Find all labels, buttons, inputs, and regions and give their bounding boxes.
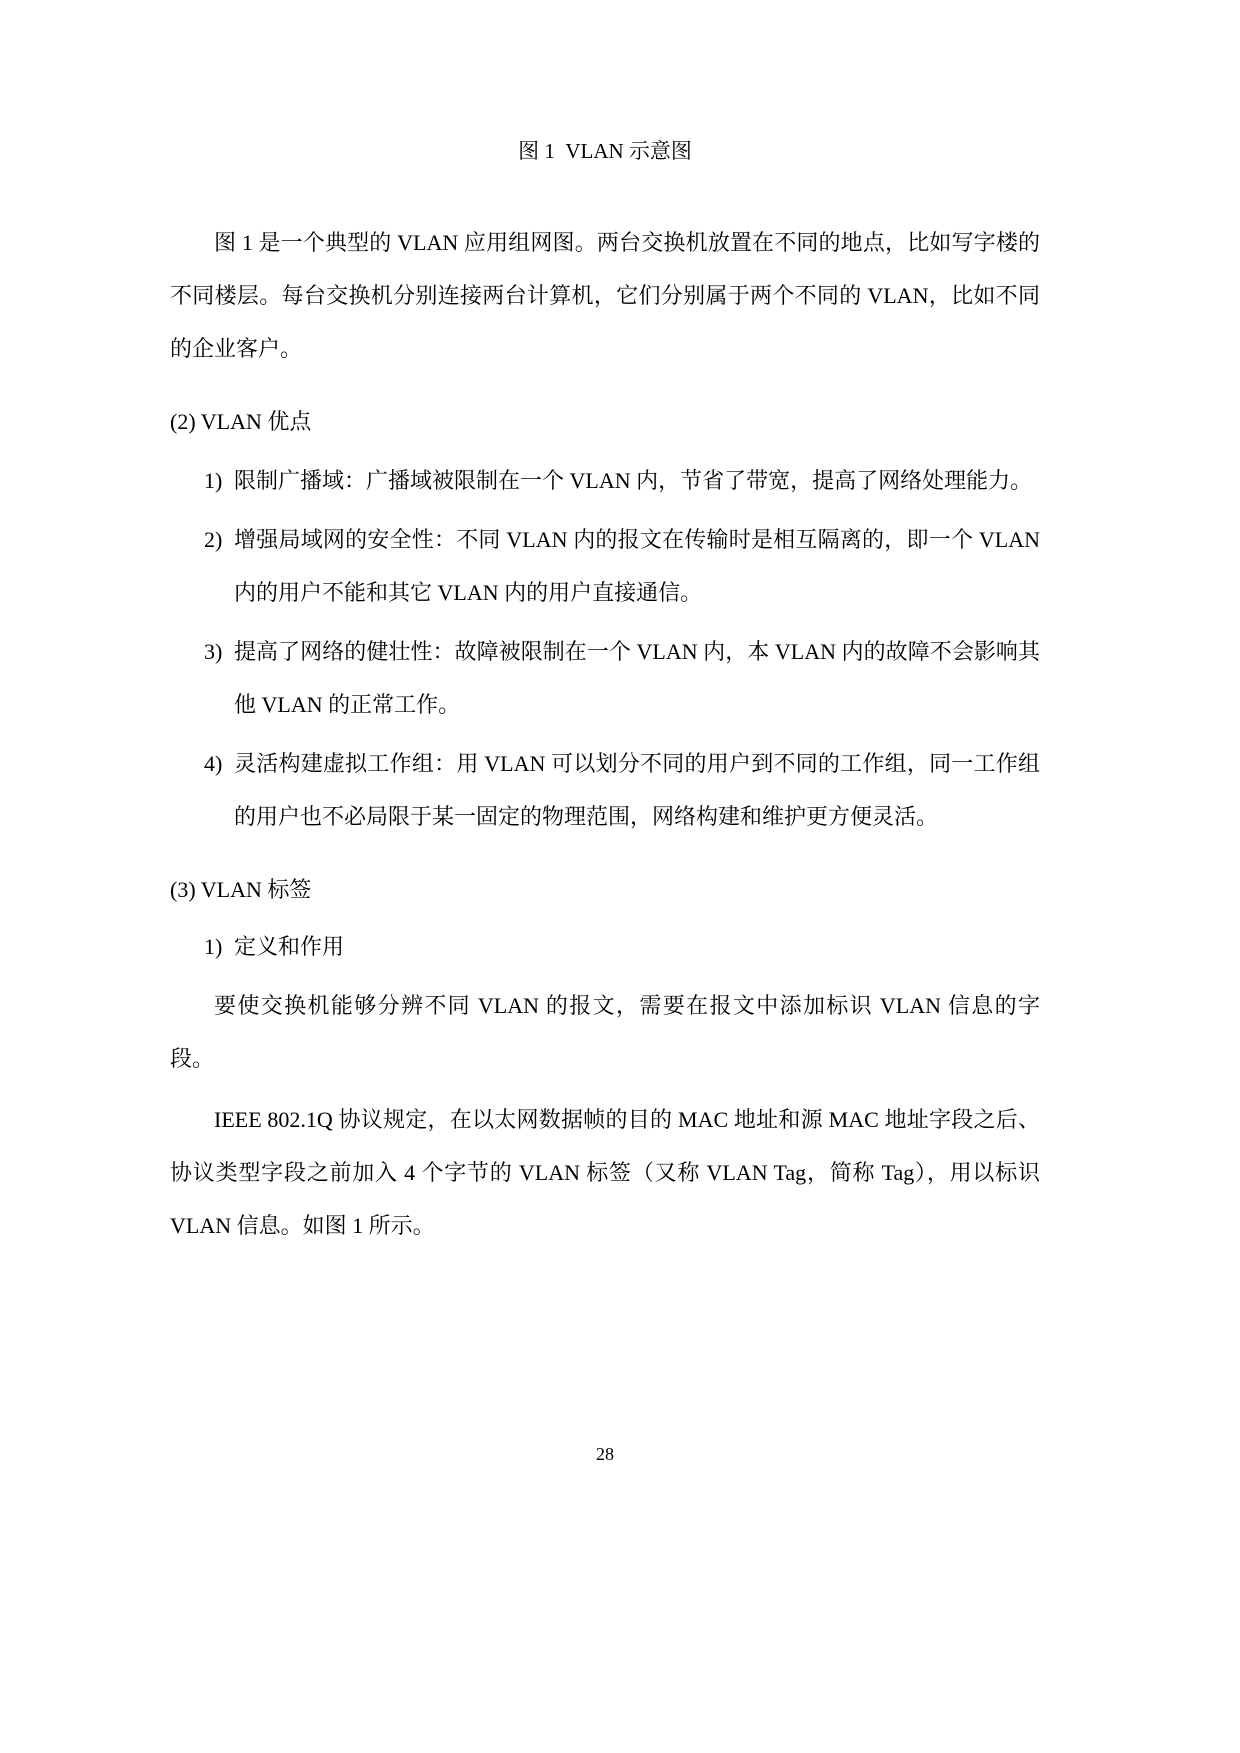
figure-caption: 图 1 VLAN 示意图 xyxy=(518,139,692,163)
list-item xyxy=(170,737,1040,843)
list-item-number: 2) xyxy=(204,527,223,552)
list-item-number: 3) xyxy=(204,639,223,664)
list-item-text: 定义和作用 xyxy=(234,934,345,959)
list-item-number: 4) xyxy=(204,751,223,776)
list-item-text: 增强局域网的安全性：不同 VLAN 内的报文在传输时是相互隔离的，即一个 VLAN 内的用户不能和其它 VLAN 内的用户直接通信。 xyxy=(234,527,1040,605)
page-content xyxy=(170,0,1040,1252)
list-item xyxy=(170,625,1040,731)
intro-paragraph: 图 1 是一个典型的 VLAN 应用组网图。两台交换机放置在不同的地点，比如写字楼的不同楼层。每台交换机分别连接两台计算机，它们分别属于两个不同的 VLAN，比如不同的企业客户。 xyxy=(170,230,1040,361)
list-item-number: 1) xyxy=(204,468,223,493)
section-heading-vlan-advantages: (2) VLAN 优点 xyxy=(170,409,312,434)
list-item-text: 提高了网络的健壮性：故障被限制在一个 VLAN 内，本 VLAN 内的故障不会影响其他 VLAN 的正常工作。 xyxy=(234,639,1040,717)
list-item-number: 1) xyxy=(204,934,223,959)
list-item xyxy=(170,513,1040,619)
section-heading-vlan-tag: (3) VLAN 标签 xyxy=(170,877,312,902)
vlan-tag-paragraph-1: 要使交换机能够分辨不同 VLAN 的报文，需要在报文中添加标识 VLAN 信息的字段。 xyxy=(170,993,1040,1071)
vlan-tag-paragraph-2: IEEE 802.1Q 协议规定，在以太网数据帧的目的 MAC 地址和源 MAC 地址字段之后、协议类型字段之前加入 4 个字节的 VLAN 标签（又称 VLAN Tag，简称 Tag），用以标识 VLAN 信息。如图 1 所示。 xyxy=(170,1107,1040,1238)
list-item-text: 限制广播域：广播域被限制在一个 VLAN 内，节省了带宽，提高了网络处理能力。 xyxy=(234,468,1033,493)
sub-list-item xyxy=(170,920,1040,973)
page-number: 28 xyxy=(596,1444,614,1464)
list-item xyxy=(170,454,1040,507)
list-item-text: 灵活构建虚拟工作组：用 VLAN 可以划分不同的用户到不同的工作组，同一工作组的用户也不必局限于某一固定的物理范围，网络构建和维护更方便灵活。 xyxy=(234,751,1040,829)
